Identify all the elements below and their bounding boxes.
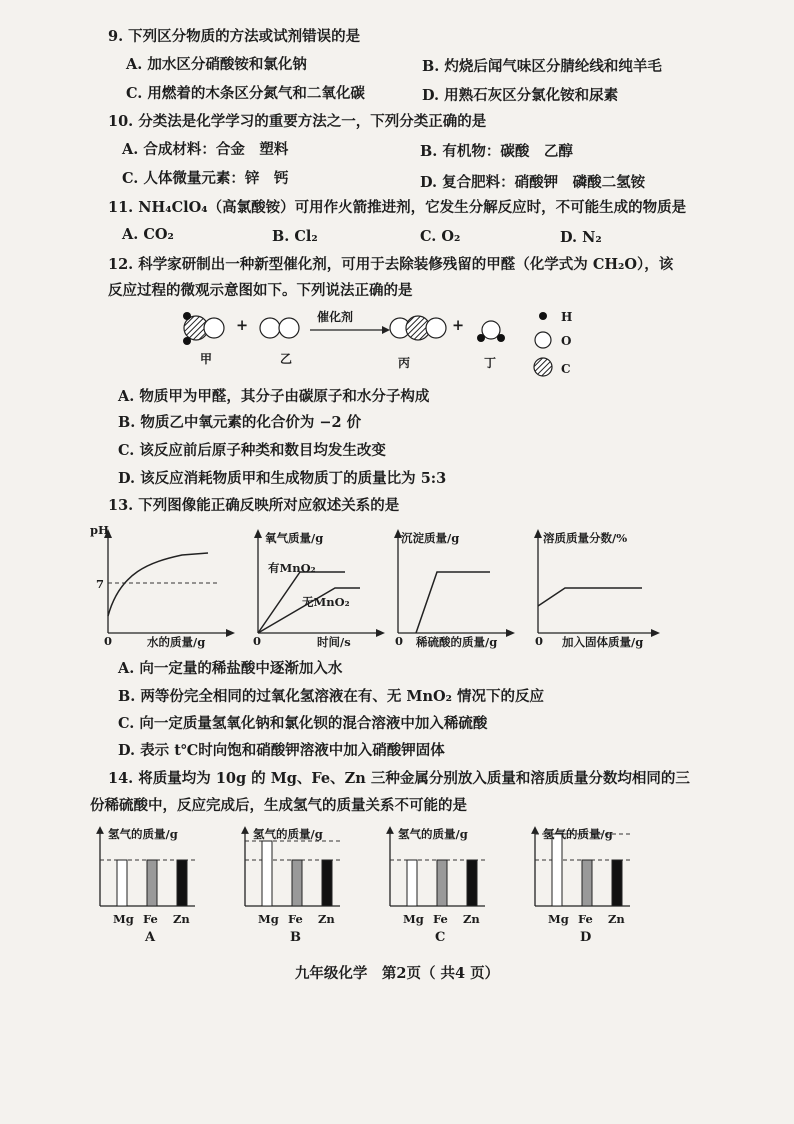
q13-option-d: D. 表示 t℃时向饱和硝酸钾溶液中加入硝酸钾固体: [118, 742, 445, 759]
molecule-oxygen: [260, 318, 299, 338]
solute-fraction-line: [538, 588, 642, 606]
q14-metal-label: Mg: [258, 912, 279, 926]
q14-bar-a-zn: [177, 860, 187, 906]
graph4-ylabel: 溶质质量分数/%: [543, 531, 628, 545]
q14-option-label: A: [145, 930, 156, 945]
q12-legend-c: C: [561, 362, 571, 376]
q12-plus-1: +: [236, 317, 249, 334]
q14-option-label: D: [580, 930, 592, 945]
q14-bar-d-zn: [612, 860, 622, 906]
graph2-without-mno2: 无MnO₂: [302, 595, 350, 609]
q14-metal-label: Fe: [288, 912, 303, 926]
legend-o-symbol: [535, 332, 551, 348]
q14-metal-label: Mg: [548, 912, 569, 926]
q12-stem-line2: 反应过程的微观示意图如下。下列说法正确的是: [108, 282, 413, 299]
q14-option-label: C: [435, 930, 446, 945]
graph2-ylabel: 氧气质量/g: [265, 531, 324, 545]
q13-graph-ph: [104, 529, 235, 637]
legend-c-symbol: [534, 358, 552, 376]
q14-metal-label: Zn: [318, 912, 335, 926]
q14-metal-label: Fe: [143, 912, 158, 926]
graph2-origin: 0: [253, 634, 262, 648]
q10-stem: 10. 分类法是化学学习的重要方法之一，下列分类正确的是: [108, 113, 487, 130]
q14-metal-label: Mg: [113, 912, 134, 926]
q14-bar-b-zn: [322, 860, 332, 906]
q11-option-a: A. CO₂: [122, 226, 174, 243]
q11-option-d: D. N₂: [560, 229, 602, 246]
q14-metal-label: Mg: [403, 912, 424, 926]
q10-option-b: B. 有机物：碳酸 乙醇: [420, 143, 573, 160]
q10-option-d: D. 复合肥料：硝酸钾 磷酸二氢铵: [420, 174, 646, 191]
q14-ylabel: 氢气的质量/g: [253, 827, 323, 841]
q14-bar-d-fe: [582, 860, 592, 906]
molecule-formaldehyde: [183, 312, 224, 345]
graph1-origin: 0: [104, 634, 113, 648]
q9-option-d: D. 用熟石灰区分氯化铵和尿素: [422, 87, 619, 104]
q9-option-b: B. 灼烧后闻气味区分腈纶线和纯羊毛: [422, 58, 662, 75]
q14-bar-c-zn: [467, 860, 477, 906]
q12-option-b: B. 物质乙中氧元素的化合价为 −2 价: [118, 414, 362, 431]
q12-stem-line1: 12. 科学家研制出一种新型催化剂，可用于去除装修残留的甲醛（化学式为 CH₂O），该: [108, 256, 674, 273]
graph1-ylabel: pH: [90, 523, 109, 537]
q12-option-d: D. 该反应消耗物质甲和生成物质丁的质量比为 5:3: [118, 470, 447, 487]
q14-metal-label: Zn: [463, 912, 480, 926]
q12-legend-o: O: [561, 334, 572, 348]
q12-legend-h: H: [561, 310, 573, 324]
q13-option-b: B. 两等份完全相同的过氧化氢溶液在有、无 MnO₂ 情况下的反应: [118, 688, 545, 705]
molecule-water: [477, 321, 505, 342]
q14-bar-c-fe: [437, 860, 447, 906]
q14-ylabel: 氢气的质量/g: [543, 827, 613, 841]
q9-option-c: C. 用燃着的木条区分氮气和二氧化碳: [126, 85, 365, 102]
graph4-xlabel: 加入固体质量/g: [562, 635, 644, 649]
graph2-with-mno2: 有MnO₂: [268, 561, 316, 575]
graph3-xlabel: 稀硫酸的质量/g: [416, 635, 498, 649]
q11-option-b: B. Cl₂: [272, 228, 318, 245]
q14-bar-a-mg: [117, 860, 127, 906]
graph3-origin: 0: [395, 634, 404, 648]
q12-label-bing: 丙: [398, 356, 411, 370]
q14-ylabel: 氢气的质量/g: [108, 827, 178, 841]
q12-plus-2: +: [452, 317, 465, 334]
q14-bar-b-fe: [292, 860, 302, 906]
ph-curve: [108, 553, 208, 616]
q14-option-label: B: [290, 930, 301, 945]
q11-option-c: C. O₂: [420, 228, 461, 245]
graph1-ref-label: 7: [96, 577, 105, 591]
q9-stem: 9. 下列区分物质的方法或试剂错误的是: [108, 28, 361, 45]
graph4-origin: 0: [535, 634, 544, 648]
q14-stem-line1: 14. 将质量均为 10g 的 Mg、Fe、Zn 三种金属分别放入质量和溶质质量分数均相同的三: [108, 770, 690, 787]
graph3-ylabel: 沉淀质量/g: [401, 531, 460, 545]
q11-stem: 11. NH₄ClO₄（高氯酸铵）可用作火箭推进剂，它发生分解反应时，不可能生成的物质是: [108, 199, 687, 216]
graph2-xlabel: 时间/s: [317, 635, 351, 649]
q14-metal-label: Zn: [608, 912, 625, 926]
q12-option-c: C. 该反应前后原子种类和数目均发生改变: [118, 442, 386, 459]
q14-metal-label: Fe: [578, 912, 593, 926]
q12-option-a: A. 物质甲为甲醛，其分子由碳原子和水分子构成: [118, 388, 430, 405]
q14-metal-label: Fe: [433, 912, 448, 926]
q14-stem-line2: 份稀硫酸中，反应完成后，生成氢气的质量关系不可能的是: [90, 797, 467, 814]
q14-bar-d-mg: [552, 834, 562, 906]
q9-option-a: A. 加水区分硝酸铵和氯化钠: [126, 56, 307, 73]
legend-h-symbol: [539, 312, 547, 320]
graph1-xlabel: 水的质量/g: [147, 635, 206, 649]
q13-stem: 13. 下列图像能正确反映所对应叙述关系的是: [108, 497, 400, 514]
q13-option-c: C. 向一定质量氢氧化钠和氯化钡的混合溶液中加入稀硫酸: [118, 715, 488, 732]
q14-bar-b-mg: [262, 841, 272, 906]
q14-bar-a-fe: [147, 860, 157, 906]
q12-label-yi: 乙: [280, 352, 293, 366]
molecule-carbon-dioxide: [390, 316, 446, 340]
q12-catalyst-label: 催化剂: [317, 310, 354, 324]
precipitate-line: [416, 572, 490, 633]
q13-option-a: A. 向一定量的稀盐酸中逐渐加入水: [118, 660, 343, 677]
q10-option-c: C. 人体微量元素：锌 钙: [122, 170, 289, 187]
q14-bar-c-mg: [407, 860, 417, 906]
q10-option-a: A. 合成材料：合金 塑料: [122, 141, 289, 158]
q14-metal-label: Zn: [173, 912, 190, 926]
q12-label-ding: 丁: [484, 356, 497, 370]
q12-label-jia: 甲: [200, 352, 213, 366]
page-footer: 九年级化学 第2页（ 共4 页）: [294, 965, 500, 982]
q14-ylabel: 氢气的质量/g: [398, 827, 468, 841]
q12-reaction-diagram: [170, 300, 590, 380]
